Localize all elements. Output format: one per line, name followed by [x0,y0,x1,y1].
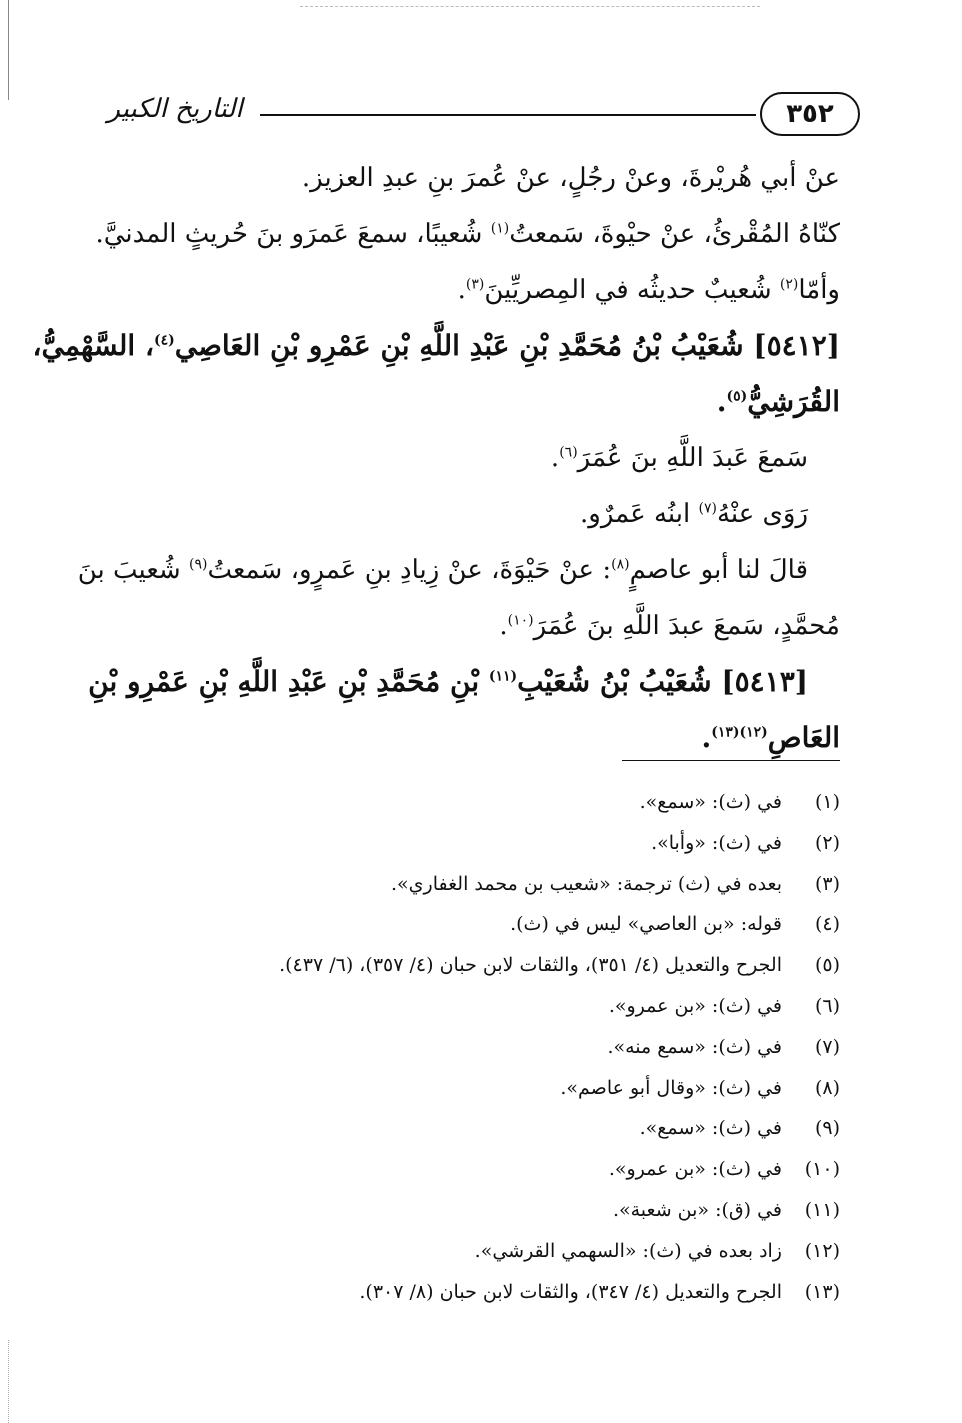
footnote-text: قوله: «بن العاصي» ليس في (ث). [510,913,782,936]
text-span: [٥٤١٣] شُعَيْبُ بْنُ شُعَيْبِ [517,665,808,698]
text-span: . [457,275,466,305]
footnote-text: الجرح والتعديل (٤/ ٣٥١)، والثقات لابن حبان (٤/ ٣٥٧)، (٦/ ٤٣٧). [279,954,782,977]
footnote-text: زاد بعده في (ث): «السهمي القرشي». [474,1239,782,1262]
footnote-item [100,1231,840,1272]
footnote-ref: (٣) [465,276,485,293]
text-line [77,542,840,598]
text-span: . [701,721,712,754]
footnote-number: (١٠) [804,1158,840,1181]
page-header [100,92,860,136]
footnote-text: في (ث): «سمع». [639,1117,782,1140]
footnote-text: في (ث): «سمع منه». [607,1035,782,1058]
footnote-item [100,1190,840,1231]
footnote-separator [622,760,840,761]
text-line [100,150,840,206]
text-line [95,206,840,262]
footnote-number: (٥) [814,954,840,977]
text-span: رَوَى عنْهُ [716,499,808,529]
footnote-ref: (١٠) [507,612,534,629]
scan-edge-line [8,0,9,100]
footnote-number: (٨) [814,1076,840,1099]
footnote-number: (١) [814,791,840,813]
text-span: ، السَّهْمِيُّ، [32,329,154,362]
footnote-text: في (ث): «سمع». [639,791,782,813]
text-span: بْنِ مُحَمَّدِ بْنِ عَبْدِ اللَّهِ بْنِ عَمْرِو بْنِ [88,665,489,698]
footnote-ref: (١) [490,220,510,237]
footnote-number: (٧) [814,1035,840,1058]
footnote-number: (٣) [814,872,840,895]
footnote-ref: (٩) [188,556,208,573]
footnote-text: الجرح والتعديل (٤/ ٣٤٧)، والثقات لابن حبان (٨/ ٣٠٧). [359,1280,782,1303]
footnote-ref: (١٢)(١٣) [711,724,768,741]
footnote-ref: (٤) [154,332,175,349]
text-span: : عنْ حَيْوَةَ، عنْ زِيادِ بنِ عَمرٍو، سَمعتُ [207,555,612,585]
footnote-item [100,1149,840,1190]
footnote-ref: (٢) [779,276,799,293]
footnote-ref: (٦) [559,444,578,461]
footnote-item [100,1272,840,1313]
text-line [100,374,840,430]
text-line [100,598,840,654]
scan-edge-line-lower [8,1340,10,1423]
footnote-number: (٦) [814,994,840,1017]
text-line [100,430,840,486]
footnote-ref: (١١) [488,668,518,685]
main-text [32,150,840,766]
footnotes [100,782,840,1312]
text-span: . [499,611,508,641]
text-line [100,710,840,766]
footnote-text: بعده في (ث) ترجمة: «شعيب بن محمد الغفاري». [391,872,782,895]
text-span: [٥٤١٢] شُعَيْبُ بْنُ مُحَمَّدِ بْنِ عَبْدِ اللَّهِ بْنِ عَمْرِو بْنِ العَاصِي [174,329,840,362]
footnote-number: (١١) [804,1198,840,1221]
footnote-text: في (ث): «بن عمرو». [608,994,782,1017]
text-span: عنْ أبي هُريْرةَ، وعنْ رجُلٍ، عنْ عُمرَ بنِ عبدِ العزيز. [301,163,840,193]
text-line [100,262,840,318]
scan-top-dashes [300,6,760,8]
footnote-text: في (ث): «وقال أبو عاصم». [560,1076,782,1099]
footnote-number: (١٢) [804,1239,840,1262]
footnote-item [100,1027,840,1068]
text-line [32,318,840,374]
text-span: شُعيبَ بنَ [77,555,189,585]
text-span: شُعيبٌ حديثُه في المِصريِّينَ [484,275,780,305]
text-span: ابنُه عَمرٌو. [580,499,699,529]
text-span: القُرَشِيُّ [747,385,840,418]
footnote-item [100,864,840,905]
footnote-item [100,1108,840,1149]
footnote-ref: (٥) [726,388,748,405]
text-span: . [550,443,560,473]
footnote-item [100,823,840,864]
text-span: قالَ لنا أبو عاصمٍ [629,555,808,585]
text-line [100,486,840,542]
page-number: ٣٥٢ [760,92,860,136]
footnote-number: (١٣) [804,1280,840,1303]
footnote-text: في (ث): «بن عمرو». [608,1158,782,1181]
footnote-item [100,904,840,945]
footnote-number: (٩) [814,1117,840,1140]
footnote-item [100,782,840,823]
text-span: كنّاهُ المُقْرئُ، عنْ حيْوةَ، سَمعتُ [509,219,840,249]
footnote-ref: (٧) [698,500,717,517]
header-rule [260,114,756,116]
footnote-number: (٤) [814,913,840,936]
text-span: . [716,385,727,418]
book-title: التاريخ الكبير [107,94,243,124]
text-span: شُعيبًا، سمعَ عَمرَو بنَ حُريثٍ المدنيَّ. [95,219,491,249]
text-span: سَمعَ عَبدَ اللَّهِ بنَ عُمَرَ [577,443,808,473]
footnote-item [100,1068,840,1109]
text-span: مُحمَّدٍ، سَمعَ عبدَ اللَّهِ بنَ عُمَرَ [533,611,840,641]
footnote-text: في (ث): «وأبا». [651,831,782,854]
footnote-item [100,945,840,986]
text-span: العَاصِ [767,721,840,754]
text-span: وأمّا [798,275,840,305]
footnote-ref: (٨) [611,556,630,573]
footnote-number: (٢) [814,831,840,854]
footnote-item [100,986,840,1027]
footnote-text: في (ق): «بن شعبة». [612,1198,782,1221]
text-line [88,654,840,710]
